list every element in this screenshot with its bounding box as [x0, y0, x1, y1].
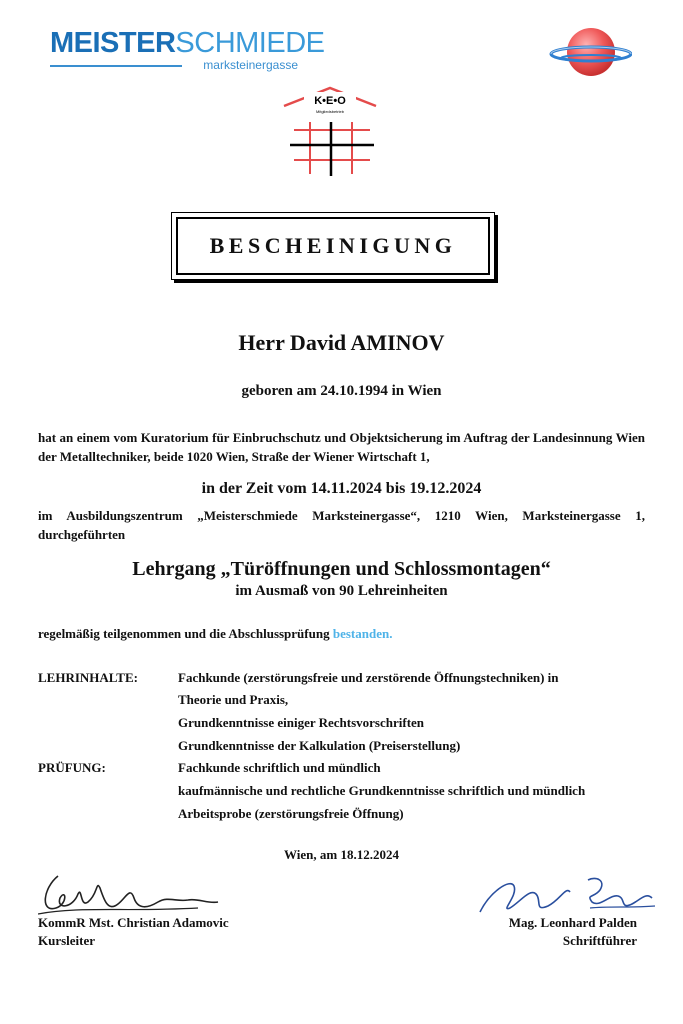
left-signatory-name: KommR Mst. Christian Adamovic: [38, 915, 229, 930]
right-signatory-name: Mag. Leonhard Palden: [508, 915, 637, 930]
exam-item: kaufmännische und rechtliche Grundkenntnisse schriftlich und mündlich: [178, 783, 586, 798]
course-title: Lehrgang „Türöffnungen und Schlossmontagen“: [132, 558, 551, 580]
contents-item: Grundkenntnisse der Kalkulation (Preiserstellung): [178, 738, 461, 753]
keo-text: K•E•O: [314, 95, 346, 107]
paragraph-organizer: hat an einem vom Kuratorium für Einbruchschutz und Objektsicherung im Auftrag der Landesinnung Wien der Metalltechniker, beide 1020 Wien, Straße der Wiener Wirtschaft 1,: [38, 430, 645, 464]
left-signatory-role: Kursleiter: [38, 933, 96, 948]
left-signatory: [38, 914, 229, 950]
course-period: in der Zeit vom 14.11.2024 bis 19.12.2024: [201, 480, 482, 497]
keo-logo: [282, 84, 378, 178]
contents-item: Grundkenntnisse einiger Rechtsvorschriften: [178, 715, 425, 730]
meisterschmiede-logo: [50, 27, 325, 78]
recipient-name: Herr David AMINOV: [238, 330, 445, 355]
exam-item: Arbeitsprobe (zerstörungsfreie Öffnung): [178, 806, 404, 821]
place-date: Wien, am 18.12.2024: [284, 847, 399, 862]
logo-brand-light: SCHMIEDE: [175, 27, 325, 59]
birth-info: geboren am 24.10.1994 in Wien: [241, 383, 442, 399]
sphere-ring-logo-icon: [546, 22, 632, 82]
right-signatory: [509, 914, 637, 950]
passed-status: bestanden.: [332, 626, 393, 641]
paragraph-location: im Ausbildungszentrum „Meisterschmiede Marksteinergasse“, 1210 Wien, Marksteinergasse 1, durchgeführten: [38, 508, 645, 542]
logo-brand-bold: MEISTER: [50, 27, 176, 59]
contents-label: LEHRINHALTE:: [38, 670, 138, 685]
title-frame: [171, 212, 495, 280]
exam-item: Fachkunde schriftlich und mündlich: [178, 760, 381, 775]
keo-subtitle: Mitgliedsbetrieb: [315, 109, 344, 114]
contents-item: Fachkunde (zerstörungsfreie und zerstörende Öffnungstechniken) in: [178, 670, 559, 685]
participation-statement: [38, 626, 392, 642]
right-signatory-role: Schriftführer: [562, 933, 637, 948]
contents-item: Theorie und Praxis,: [178, 692, 289, 707]
document-title: BESCHEINIGUNG: [176, 217, 490, 275]
logo-subtitle: marksteinergasse: [203, 58, 298, 72]
participation-text: regelmäßig teilgenommen und die Abschlussprüfung: [38, 626, 330, 641]
course-units: im Ausmaß von 90 Lehreinheiten: [235, 583, 448, 599]
exam-label: PRÜFUNG:: [38, 760, 106, 775]
